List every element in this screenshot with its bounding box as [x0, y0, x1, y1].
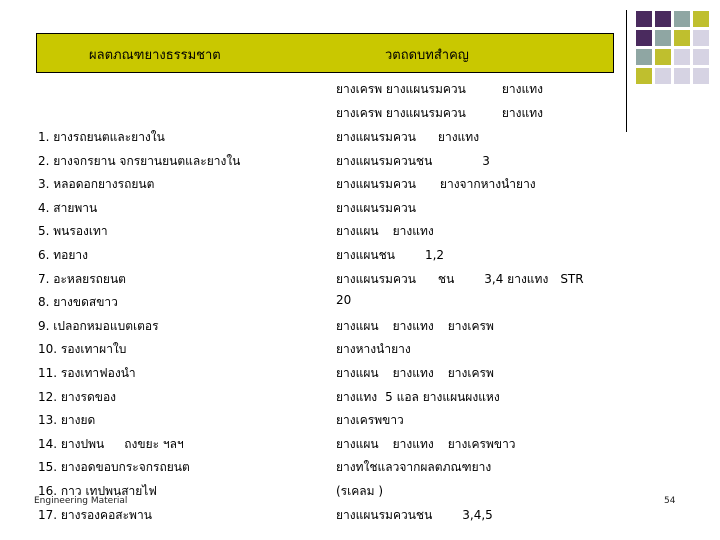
header-products: ผลตภณฑยางธรรมชาต	[89, 48, 221, 63]
raw-material-part: ยางแผน	[336, 366, 379, 380]
page-number: 54	[664, 496, 676, 506]
raw-material-part: ชน	[437, 271, 455, 286]
raw-material	[336, 506, 493, 525]
raw-material	[336, 293, 351, 307]
raw-material	[336, 411, 404, 430]
decorative-square	[636, 11, 652, 27]
product-name: 9. เปลอกหมอแบตเตอร	[38, 318, 159, 333]
decorative-square	[674, 49, 690, 65]
product-name: 4. สายพาน	[38, 200, 98, 215]
product-item	[38, 222, 108, 241]
product-name: 8. ยางขดสขาว	[38, 295, 118, 310]
top-row-2-left: ยางเครพ ยางแผนรมควน	[336, 106, 466, 120]
product-name: 15. ยางอดขอบกระจกรถยนต	[38, 460, 190, 475]
decorative-square	[693, 68, 709, 84]
decorative-square	[636, 49, 652, 65]
raw-material	[336, 222, 434, 241]
raw-material-part: 20	[336, 293, 352, 308]
raw-material-part: ยางแผนรมควน	[336, 177, 416, 192]
raw-material	[336, 199, 416, 218]
product-name: 16. กาว เทปพนสายไฟ	[38, 484, 157, 498]
raw-material	[336, 458, 491, 477]
raw-material-part: ยางหางนำยาง	[336, 342, 411, 357]
decorative-square	[693, 30, 709, 46]
product-item	[38, 506, 152, 525]
product-name: 3. หลอดอกยางรถยนต	[38, 177, 155, 192]
raw-material-part: ยางแผนรมควน	[336, 130, 416, 144]
decorative-square	[636, 68, 652, 84]
product-item	[38, 128, 165, 147]
raw-material	[336, 317, 494, 336]
product-name: 10. รองเทาผาใบ	[38, 342, 127, 357]
decorative-square	[693, 49, 709, 65]
raw-material	[336, 270, 584, 289]
product-name: 14. ยางปพน	[38, 436, 105, 451]
product-name: 6. ทอยาง	[38, 248, 89, 262]
product-item	[38, 246, 88, 265]
product-name: 1. ยางรถยนตและยางใน	[38, 130, 165, 144]
decorative-square	[655, 30, 671, 46]
raw-material-part: 1,2	[424, 248, 445, 262]
raw-material	[336, 435, 516, 454]
raw-material-part: ยางเครพ	[447, 366, 494, 380]
raw-material-part: STR	[560, 271, 584, 286]
raw-material-part: ยางทใชแลวจากผลตภณฑยาง	[336, 460, 492, 475]
decorative-square	[655, 68, 671, 84]
table-header	[36, 33, 614, 73]
raw-material-part: ยางแทง	[392, 224, 434, 239]
top-row-1-left: ยางเครพ ยางแผนรมควน	[336, 82, 466, 96]
header-raw-materials: วตถดบทสำคญ	[385, 48, 469, 63]
raw-material-part: ยางแผนรมควนชน	[336, 153, 433, 168]
raw-material-part: 3,4 ยางแทง	[484, 271, 549, 286]
product-name: 7. อะหลยรถยนต	[38, 271, 126, 286]
decorative-square	[674, 30, 690, 46]
product-name-extra: ถงขยะ ฯลฯ	[124, 436, 184, 451]
raw-material-part: ยางแทง	[392, 318, 434, 333]
raw-material	[336, 482, 383, 501]
decorative-square	[674, 68, 690, 84]
product-name: 11. รองเทาฟองนำ	[38, 366, 136, 380]
top-row-1-right: ยางแทง	[501, 82, 543, 96]
product-name: 5. พนรองเทา	[38, 224, 108, 239]
raw-material-part: ยางแผน	[336, 224, 379, 239]
raw-material-part: ยางแผน	[336, 318, 379, 333]
raw-material-part: ยางแผนชน	[336, 248, 395, 262]
product-name: 17. ยางรองคอสะพาน	[38, 507, 152, 522]
raw-material	[336, 388, 500, 407]
decorative-square	[655, 49, 671, 65]
raw-material-part: (รเคลม )	[336, 484, 384, 498]
product-item	[38, 317, 159, 336]
product-item	[38, 199, 97, 218]
raw-material	[336, 246, 444, 265]
product-item	[38, 152, 240, 171]
decorative-square	[693, 11, 709, 27]
product-item	[38, 388, 116, 407]
raw-material	[336, 152, 490, 171]
raw-material-part: ยางเครพ	[447, 318, 494, 333]
product-item	[38, 270, 126, 289]
raw-material	[336, 364, 494, 383]
raw-material-part: ยางแผนรมควน	[336, 271, 416, 286]
raw-material-part: ยางแผน	[336, 436, 379, 451]
top-row-2-right: ยางแทง	[501, 106, 543, 120]
decorative-square	[636, 30, 652, 46]
raw-material	[336, 340, 411, 359]
product-item	[38, 175, 154, 194]
product-item	[38, 293, 118, 312]
raw-material	[336, 128, 479, 147]
raw-material-part: ยางแผนรมควนชน	[336, 507, 433, 522]
product-item	[38, 458, 190, 477]
footer-source: Engineering Material	[34, 496, 128, 506]
raw-material-part: ยางแทง	[392, 436, 434, 451]
raw-material-part: 5 แอล ยางแผนผงแหง	[385, 389, 500, 404]
product-item	[38, 435, 184, 454]
decorative-square	[674, 11, 690, 27]
product-item	[38, 340, 126, 359]
product-name: 12. ยางรดของ	[38, 389, 117, 404]
raw-material-part: ยางแทง	[336, 389, 378, 404]
raw-material-part: 3	[482, 153, 490, 168]
top-row-2	[336, 104, 543, 123]
raw-material-part: ยางเครพขาว	[447, 436, 516, 451]
raw-material-part: 3,4,5	[462, 507, 493, 522]
product-name: 2. ยางจกรยาน จกรยานยนตและยางใน	[38, 153, 241, 168]
raw-material-part: ยางแทง	[437, 130, 480, 144]
raw-material-part: ยางแทง	[392, 366, 434, 380]
raw-material	[336, 175, 536, 194]
product-name: 13. ยางยด	[38, 413, 96, 428]
product-item	[38, 411, 95, 430]
product-item	[38, 364, 136, 383]
raw-material-part: ยางจากหางนำยาง	[439, 177, 536, 192]
decorative-square	[655, 11, 671, 27]
raw-material-part: ยางแผนรมควน	[336, 200, 416, 215]
top-row-1	[336, 80, 543, 99]
decorative-divider	[626, 10, 627, 132]
raw-material-part: ยางเครพขาว	[336, 413, 404, 428]
